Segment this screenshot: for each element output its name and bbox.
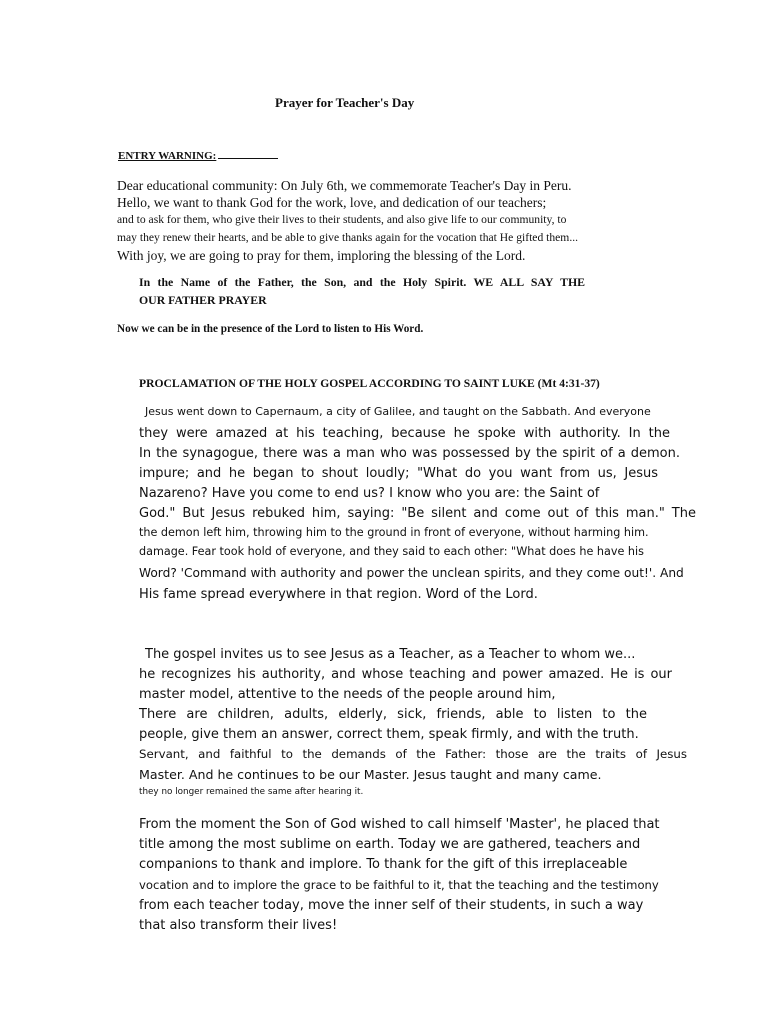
entry-warning (118, 150, 278, 162)
intro-line: With joy, we are going to pray for them, imploring the blessing of the Lord. (117, 248, 526, 263)
intro-line: may they renew their hearts, and be able to give thanks again for the vocation that He gifted them... (117, 231, 579, 244)
invocation-line: In the Name of the Father, the Son, and the Holy Spirit. WE ALL SAY THE (139, 275, 585, 289)
reflection-line: they no longer remained the same after hearing it. (139, 787, 364, 797)
closing-line: From the moment the Son of God wished to call himself 'Master', he placed that (139, 817, 660, 832)
reflection-line: he recognizes his authority, and whose teaching and power amazed. He is our (139, 667, 672, 682)
closing-line: vocation and to implore the grace to be faithful to it, that the teaching and the testimony (139, 878, 659, 892)
intro-line: and to ask for them, who give their lives to their students, and also give life to our community, to (117, 213, 567, 226)
reflection-line: The gospel invites us to see Jesus as a Teacher, as a Teacher to whom we... (145, 647, 636, 662)
proclamation-heading: PROCLAMATION OF THE HOLY GOSPEL ACCORDING TO SAINT LUKE (Mt 4:31-37) (139, 377, 600, 390)
entry-warning-label: ENTRY WARNING: (118, 150, 217, 162)
reflection-line: master model, attentive to the needs of the people around him, (139, 687, 556, 702)
invocation-line: OUR FATHER PRAYER (139, 293, 267, 307)
reflection-line: There are children, adults, elderly, sick, friends, able to listen to the (139, 707, 647, 722)
intro-line: Hello, we want to thank God for the work, love, and dedication of our teachers; (117, 195, 547, 210)
gospel-line: Jesus went down to Capernaum, a city of Galilee, and taught on the Sabbath. And everyone (145, 405, 651, 418)
closing-line: from each teacher today, move the inner self of their students, in such a way (139, 898, 644, 913)
gospel-line: damage. Fear took hold of everyone, and they said to each other: "What does he have his (139, 545, 644, 558)
closing-line: companions to thank and implore. To thank for the gift of this irreplaceable (139, 857, 628, 872)
gospel-line: His fame spread everywhere in that region. Word of the Lord. (139, 587, 538, 602)
intro-line: Dear educational community: On July 6th, we commemorate Teacher's Day in Peru. (117, 178, 572, 193)
closing-line: title among the most sublime on earth. Today we are gathered, teachers and (139, 837, 641, 852)
gospel-line: Word? 'Command with authority and power the unclean spirits, and they come out!'. And (139, 566, 684, 580)
gospel-line: In the synagogue, there was a man who was possessed by the spirit of a demon. (139, 446, 680, 461)
presence-line: Now we can be in the presence of the Lord to listen to His Word. (117, 323, 424, 335)
entry-warning-blank (218, 157, 278, 159)
reflection-line: Master. And he continues to be our Master. Jesus taught and many came. (139, 767, 602, 782)
reflection-line: people, give them an answer, correct them, speak firmly, and with the truth. (139, 727, 639, 742)
gospel-line: they were amazed at his teaching, because he spoke with authority. In the (139, 426, 670, 441)
gospel-line: the demon left him, throwing him to the ground in front of everyone, without harming him. (139, 526, 649, 539)
page-title: Prayer for Teacher's Day (275, 95, 415, 110)
gospel-line: God." But Jesus rebuked him, saying: "Be silent and come out of this man." The (139, 506, 696, 521)
gospel-line: impure; and he began to shout loudly; "What do you want from us, Jesus (139, 466, 658, 481)
reflection-line: Servant, and faithful to the demands of the Father: those are the traits of Jesus (139, 747, 687, 761)
gospel-line: Nazareno? Have you come to end us? I know who you are: the Saint of (139, 486, 600, 501)
closing-line: that also transform their lives! (139, 918, 338, 933)
